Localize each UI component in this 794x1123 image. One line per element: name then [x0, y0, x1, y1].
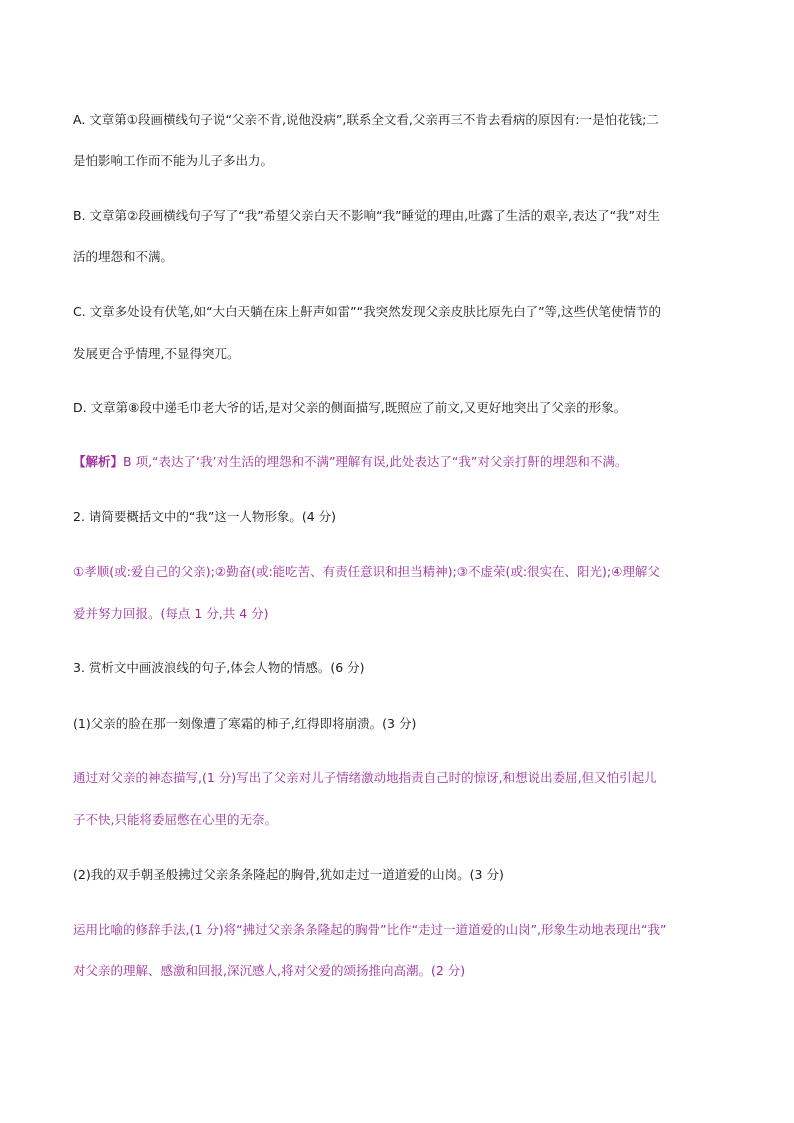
option-c-line-2: 发展更合乎情理,不显得突兀。 [73, 346, 240, 361]
option-a-line-1: A. 文章第①段画横线句子说“父亲不肯,说他没病”,联系全文看,父亲再三不肯去看病的原因有:一是怕花钱;二 [73, 112, 659, 127]
option-b-line-1: B. 文章第②段画横线句子写了“我”希望父亲白天不影响“我”睡觉的理由,吐露了生活的艰辛,表达了“我”对生 [73, 208, 661, 223]
option-d-line-1: D. 文章第⑧段中递毛巾老大爷的话,是对父亲的侧面描写,既照应了前文,又更好地突出了父亲的形象。 [73, 400, 627, 415]
q3-sub2-question: (2)我的双手朝圣般拂过父亲条条隆起的胸骨,犹如走过一道道爱的山岗。(3 分) [73, 867, 504, 882]
q3-sub2-answer-line-1: 运用比喻的修辞手法,(1 分)将“拂过父亲条条隆起的胸骨”比作“走过一道道爱的山岗”,形象生动地表现出“我” [73, 922, 667, 937]
option-b-line-2: 活的埋怨和不满。 [73, 249, 174, 264]
q3-sub1-answer-line-2: 子不快,只能将委屈憋在心里的无奈。 [73, 812, 277, 827]
q2-question: 2. 请简要概括文中的“我”这一人物形象。(4 分) [73, 509, 337, 524]
analysis-text: B 项,“表达了‘我’对生活的埋怨和不满”理解有误,此处表达了“我”对父亲打鼾的埋怨和不满。 [123, 454, 628, 469]
q3-sub1-answer-line-1: 通过对父亲的神态描写,(1 分)写出了父亲对儿子情绪激动地指责自己时的惊讶,和想说出委屈,但又怕引起儿 [73, 770, 657, 785]
option-a-line-2: 是怕影响工作而不能为儿子多出力。 [73, 153, 274, 168]
option-c-line-1: C. 文章多处设有伏笔,如“大白天躺在床上鼾声如雷”“我突然发现父亲皮肤比原先白了”等,这些伏笔使情节的 [73, 304, 662, 319]
analysis-tag: 【解析】 [73, 454, 124, 469]
q2-answer-line-1: ①孝顺(或:爱自己的父亲);②勤奋(或:能吃苦、有责任意识和担当精神);③不虚荣(或:很实在、阳光);④理解父 [73, 564, 660, 579]
q2-answer-line-2: 爱并努力回报。(每点 1 分,共 4 分) [73, 606, 269, 621]
q3-sub2-answer-line-2: 对父亲的理解、感激和回报,深沉感人,将对父爱的颂扬推向高潮。(2 分) [73, 963, 466, 978]
analysis-line [73, 453, 723, 471]
q3-sub1-question: (1)父亲的脸在那一刻像遭了寒霜的柿子,红得即将崩溃。(3 分) [73, 716, 417, 731]
q3-question: 3. 赏析文中画波浪线的句子,体会人物的情感。(6 分) [73, 660, 365, 675]
